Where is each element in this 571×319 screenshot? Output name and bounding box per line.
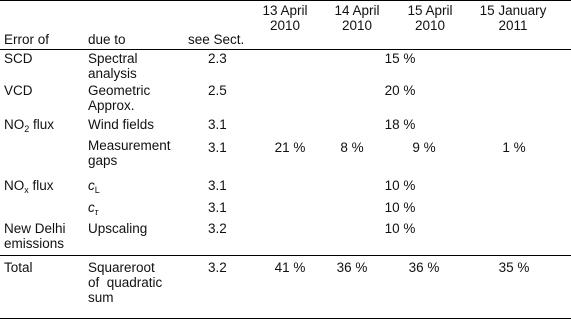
row-measurement-gaps-sect: 3.1 — [208, 140, 227, 155]
top-rule — [0, 0, 571, 1]
row-ctau-due: $c_\tau$ — [88, 200, 99, 217]
header-date-2: 14 April 2010 — [334, 3, 380, 33]
row-total-sect: 3.2 — [208, 260, 227, 275]
row-nox-flux-error: $NO_x$ flux — [4, 178, 54, 195]
row-measurement-gaps-value-1: 21 % — [274, 140, 306, 155]
row-scd-value: 15 % — [384, 51, 416, 66]
row-total-value-2: 36 % — [336, 260, 368, 275]
row-new-delhi-error: New Delhi emissions — [4, 221, 66, 251]
row-total-value-3: 36 % — [408, 260, 440, 275]
row-no2-flux-error: $NO_2$ flux — [4, 117, 55, 134]
row-vcd-due: Geometric Approx. — [88, 83, 151, 113]
row-no2-flux-sect: 3.1 — [208, 117, 227, 132]
row-new-delhi-sect: 3.2 — [208, 221, 227, 236]
row-measurement-gaps-value-4: 1 % — [502, 140, 526, 155]
header-date-4: 15 January 2011 — [479, 3, 547, 33]
row-measurement-gaps-value-3: 9 % — [412, 140, 436, 155]
row-no2-flux-due: Wind fields — [88, 117, 155, 132]
row-vcd-error: VCD — [4, 83, 33, 98]
row-vcd-sect: 2.5 — [208, 83, 227, 98]
row-scd-error: SCD — [4, 51, 33, 66]
row-total-error: Total — [4, 260, 33, 275]
header-date-1: 13 April 2010 — [262, 3, 308, 33]
header-error-of: Error of — [4, 32, 50, 47]
row-nox-flux-value: 10 % — [384, 178, 416, 193]
row-vcd-value: 20 % — [384, 83, 416, 98]
header-rule — [0, 49, 571, 50]
row-total-due: Squareroot of quadratic sum — [88, 260, 163, 305]
total-rule — [0, 255, 571, 256]
header-see-sect: see Sect. — [188, 32, 245, 47]
row-measurement-gaps-due: Measurement gaps — [88, 138, 171, 168]
row-new-delhi-due: Upscaling — [88, 221, 148, 236]
row-ctau-value: 10 % — [384, 200, 416, 215]
row-new-delhi-value: 10 % — [384, 221, 416, 236]
row-ctau-sect: 3.1 — [208, 200, 227, 215]
row-scd-due: Spectral analysis — [88, 51, 138, 81]
row-scd-sect: 2.3 — [208, 51, 227, 66]
row-total-value-1: 41 % — [274, 260, 306, 275]
row-total-value-4: 35 % — [498, 260, 530, 275]
row-nox-flux-sect: 3.1 — [208, 178, 227, 193]
row-nox-flux-due: $c_L$ — [88, 178, 100, 195]
row-measurement-gaps-value-2: 8 % — [340, 140, 364, 155]
row-no2-flux-value: 18 % — [384, 117, 416, 132]
header-due-to: due to — [88, 32, 126, 47]
header-date-3: 15 April 2010 — [407, 3, 453, 33]
